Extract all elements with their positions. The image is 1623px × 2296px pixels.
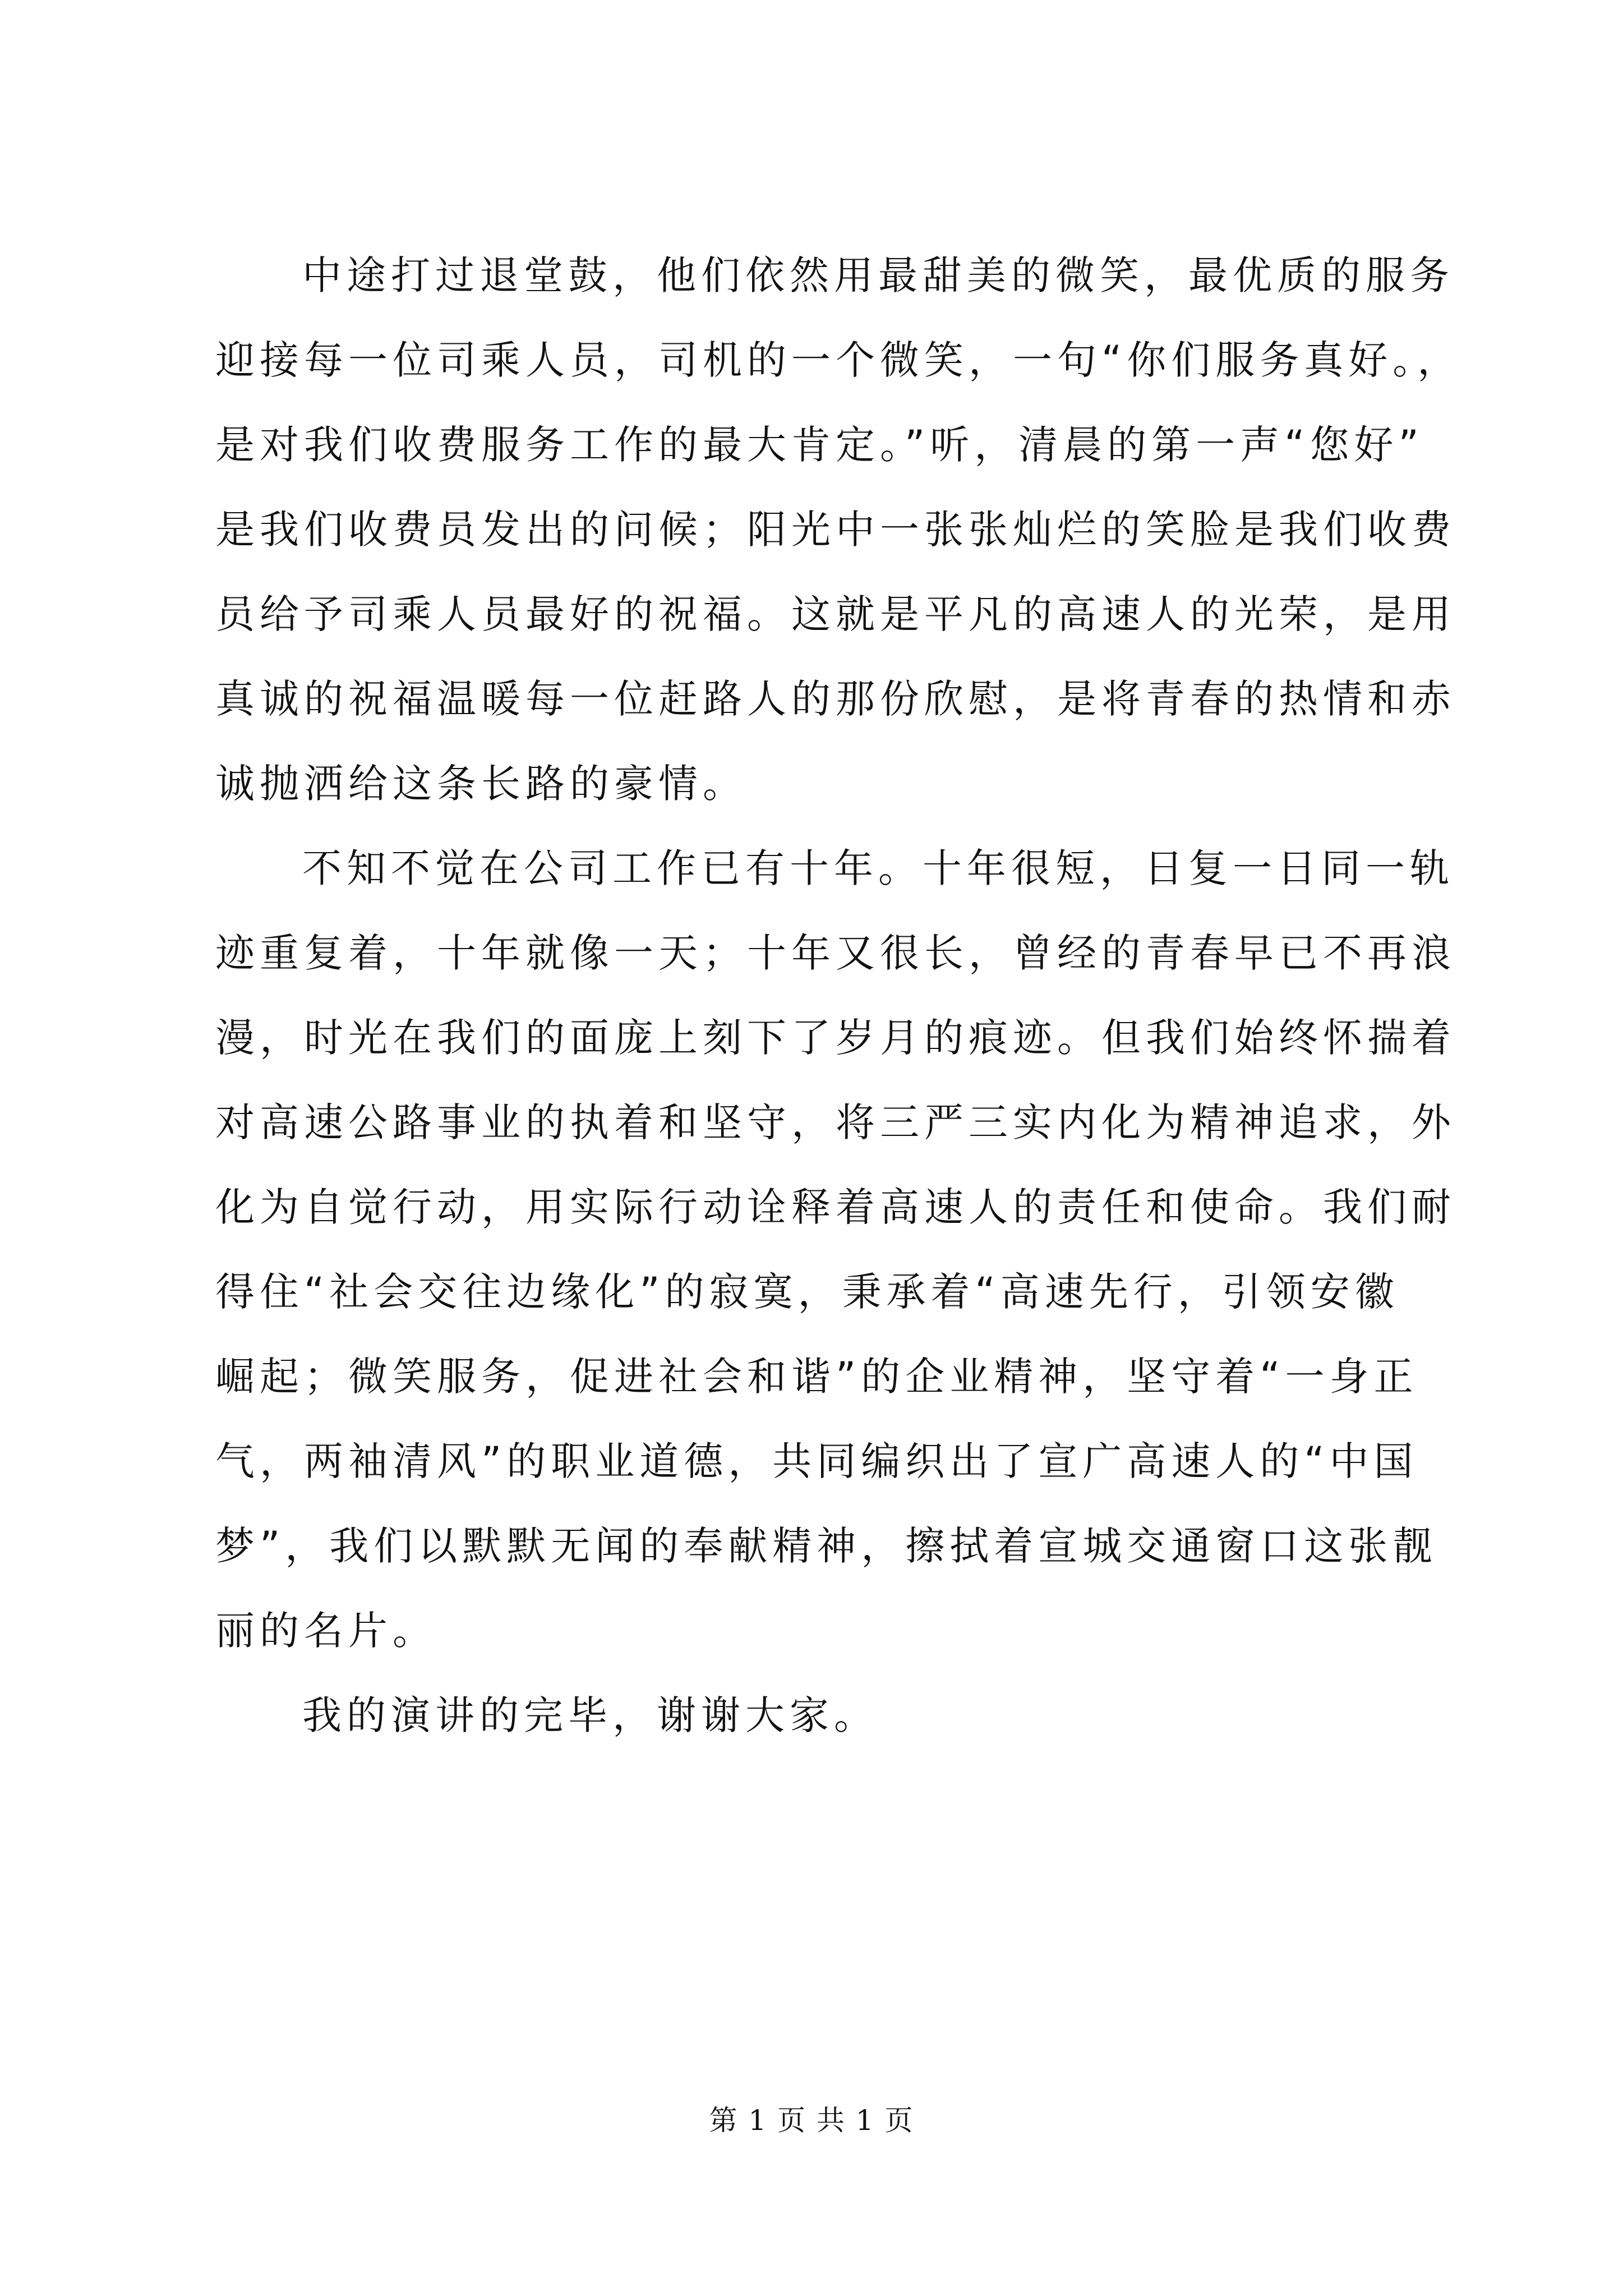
body-line: 迎接每一位司乘人员，司机的一个微笑，一句“你们服务真好。，	[215, 337, 1462, 383]
body-line: 真诚的祝福温暖每一位赶路人的那份欣慰，是将青春的热情和赤	[215, 676, 1456, 722]
body-line: 我的演讲的完毕，谢谢大家。	[302, 1692, 878, 1738]
body-line: 是对我们收费服务工作的最大肯定。”听，清晨的第一声“您好”	[215, 422, 1424, 468]
body-line: 丽的名片。	[215, 1608, 437, 1654]
body-line: 化为自觉行动，用实际行动诠释着高速人的责任和使命。我们耐	[215, 1184, 1456, 1230]
body-line: 对高速公路事业的执着和坚守，将三严三实内化为精神追求，外	[215, 1099, 1456, 1145]
body-line: 不知不觉在公司工作已有十年。十年很短，日复一日同一轨	[302, 845, 1454, 891]
body-line: 气，两袖清风”的职业道德，共同编织出了宣广高速人的“中国	[215, 1438, 1418, 1484]
body-line: 诚抛洒给这条长路的豪情。	[215, 761, 747, 807]
body-line: 员给予司乘人员最好的祝福。这就是平凡的高速人的光荣，是用	[215, 591, 1456, 637]
body-line: 得住“社会交往边缘化”的寂寞，秉承着“高速先行，引领安徽	[215, 1269, 1399, 1315]
body-line: 漫，时光在我们的面庞上刻下了岁月的痕迹。但我们始终怀揣着	[215, 1015, 1456, 1061]
page-number-footer: 第 1 页 共 1 页	[709, 2104, 914, 2137]
body-line: 崛起；微笑服务，促进社会和谐”的企业精神，坚守着“一身正	[215, 1354, 1418, 1400]
body-line: 中途打过退堂鼓，他们依然用最甜美的微笑，最优质的服务	[302, 252, 1454, 298]
body-line: 是我们收费员发出的问候；阳光中一张张灿烂的笑脸是我们收费	[215, 507, 1456, 553]
body-line: 迹重复着，十年就像一天；十年又很长，曾经的青春早已不再浪	[215, 930, 1456, 976]
body-line: 梦”，我们以默默无闻的奉献精神，擦拭着宣城交通窗口这张靓	[215, 1523, 1437, 1569]
